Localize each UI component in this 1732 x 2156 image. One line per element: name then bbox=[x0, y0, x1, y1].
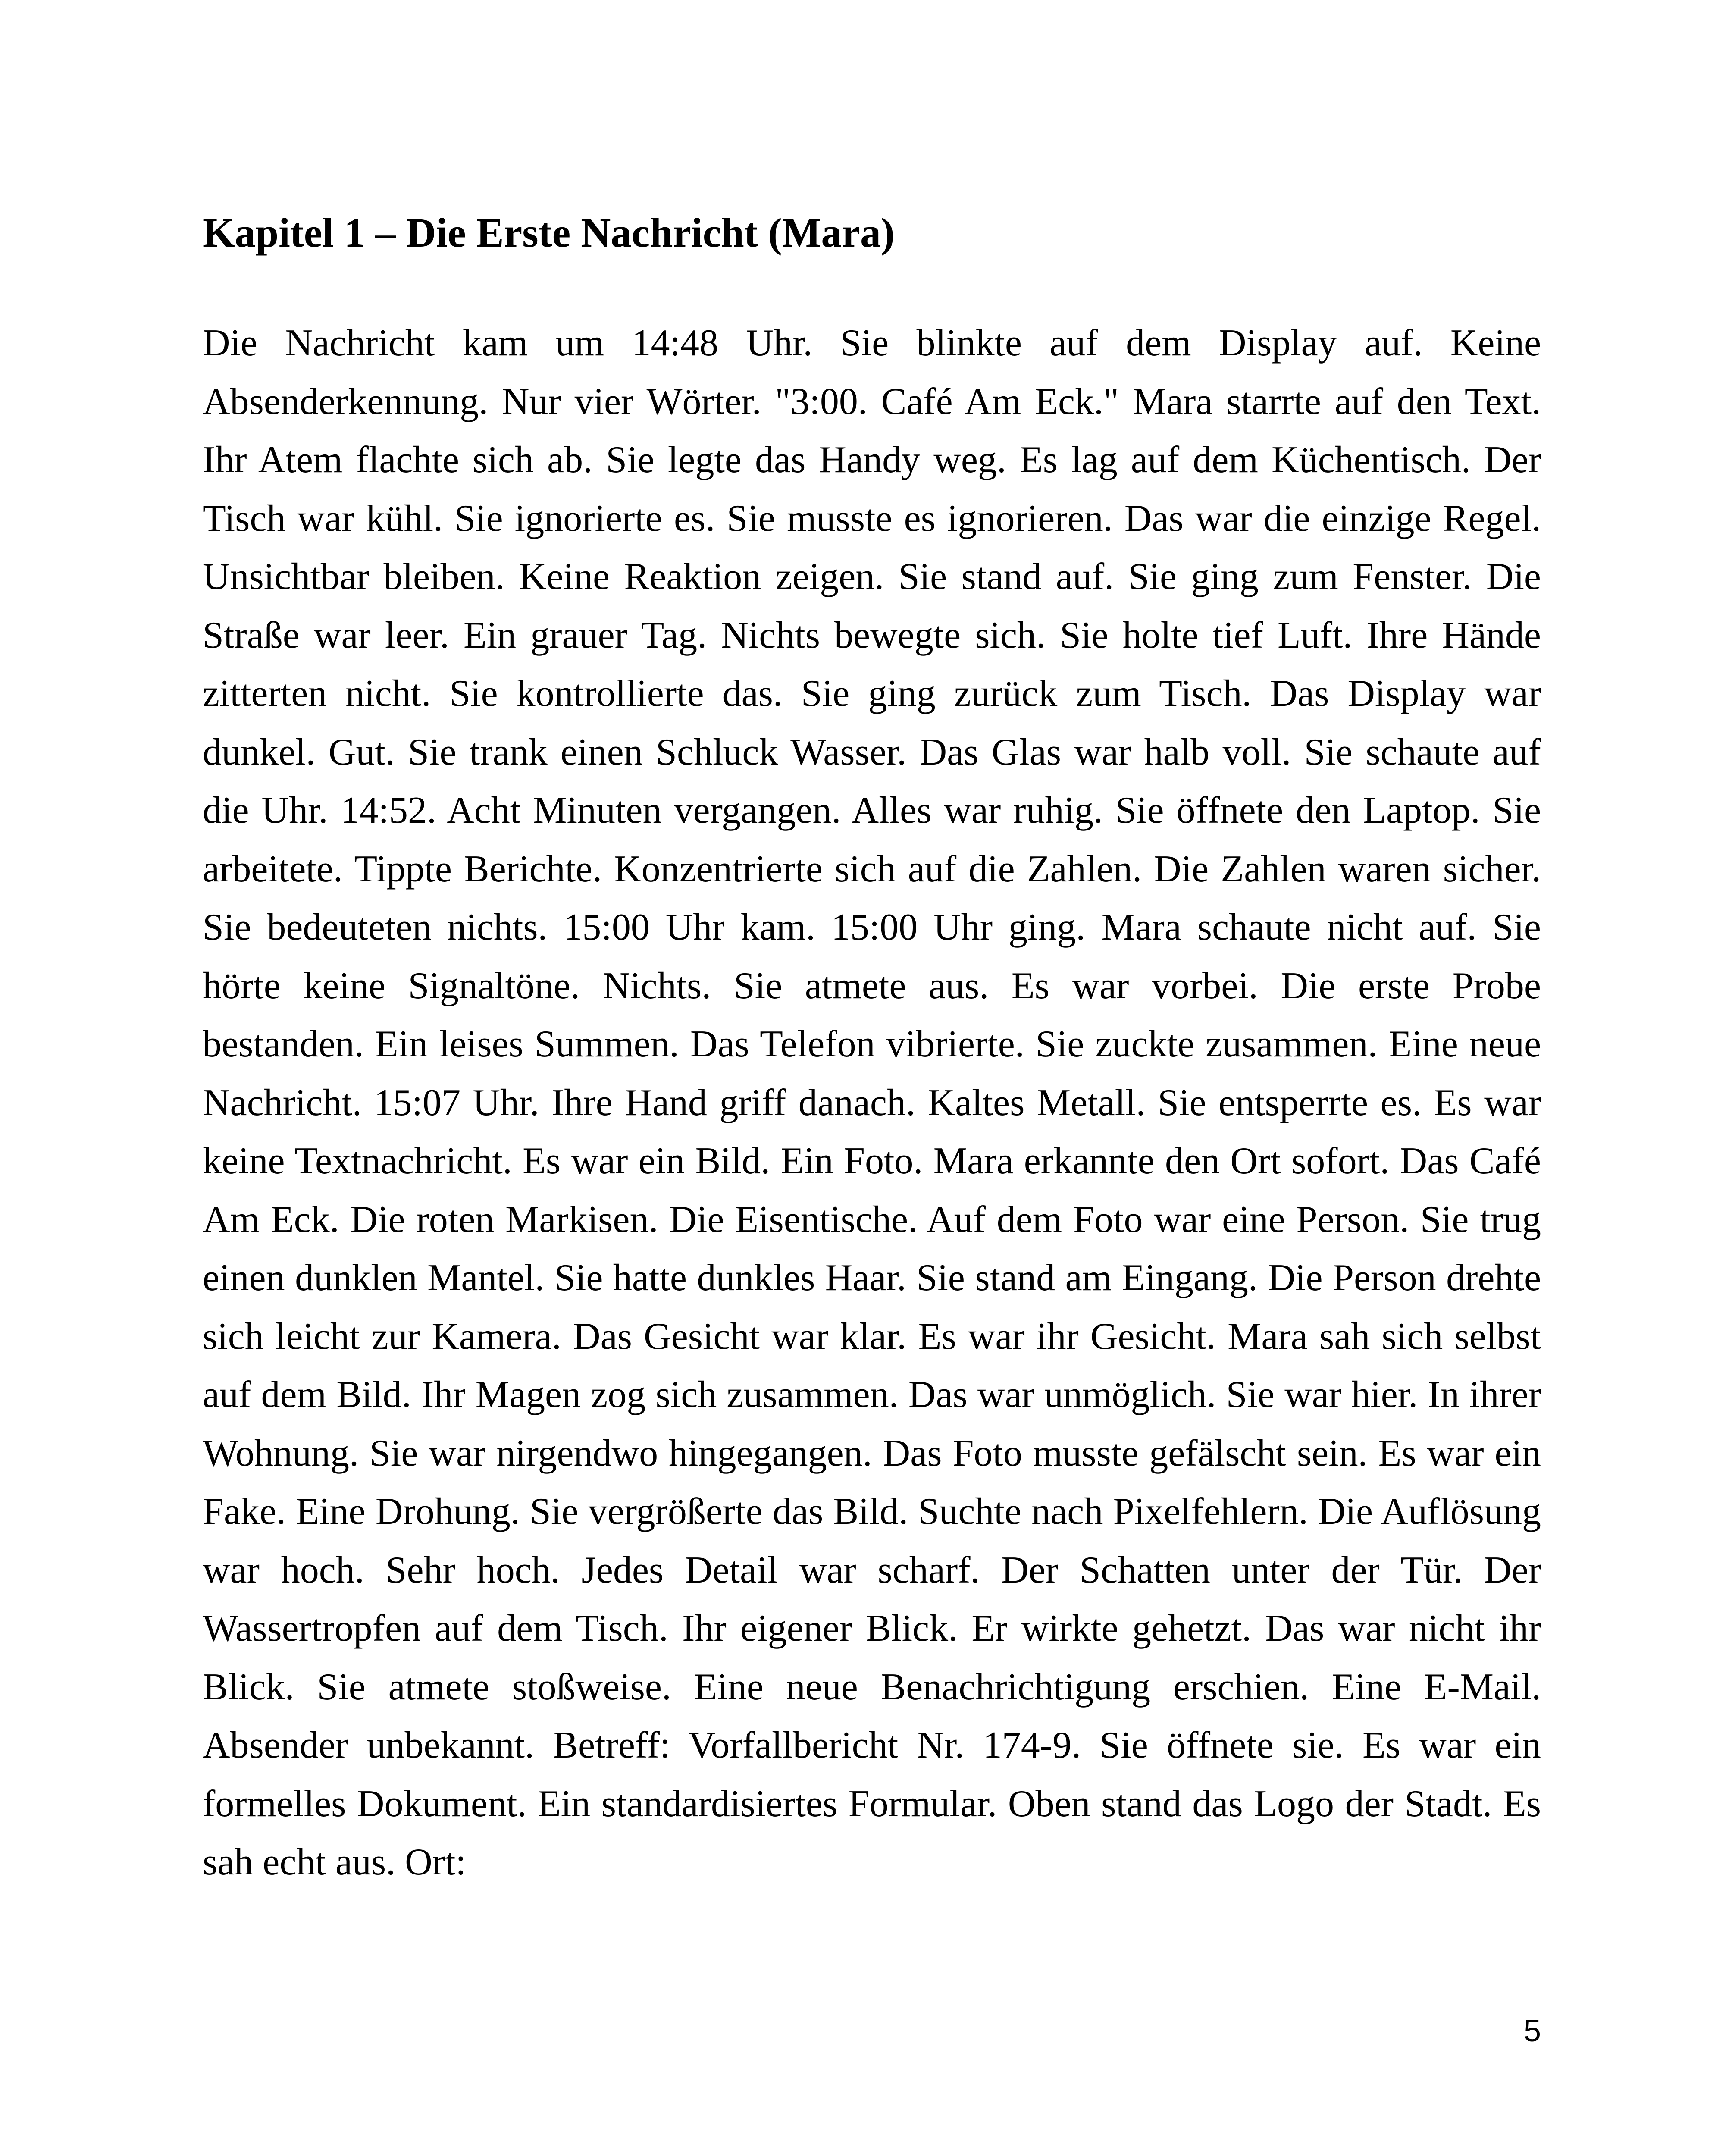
page-number: 5 bbox=[1523, 2014, 1541, 2048]
chapter-title: Kapitel 1 – Die Erste Nachricht (Mara) bbox=[203, 210, 895, 256]
body-paragraph: Die Nachricht kam um 14:48 Uhr. Sie blinkte auf dem Display auf. Keine Absenderkennung. Nur vier Wörter. "3:00. Café Am Eck." Mara starrte auf den Text. Ihr Atem flachte sich ab. Sie legte das Handy weg. Es lag auf dem Küchentisch. Der Tisch war kühl. Sie ignorierte es. Sie musste es ignorieren. Das war die einzige Regel. Unsichtbar bleiben. Keine Reaktion zeigen. Sie stand auf. Sie ging zum Fenster. Die Straße war leer. Ein grauer Tag. Nichts bewegte sich. Sie holte tief Luft. Ihre Hände zitterten nicht. Sie kontrollierte das. Sie ging zurück zum Tisch. Das Display war dunkel. Gut. Sie trank einen Schluck Wasser. Das Glas war halb voll. Sie schaute auf die Uhr. 14:52. Acht Minuten vergangen. Alles war ruhig. Sie öffnete den Laptop. Sie arbeitete. Tippte Berichte. Konzentrierte sich auf die Zahlen. Die Zahlen waren sicher. Sie bedeuteten nichts. 15:00 Uhr kam. 15:00 Uhr ging. Mara schaute nicht auf. Sie hörte keine Signaltöne. Nichts. Sie atmete aus. Es war vorbei. Die erste Probe bestanden. Ein leises Summen. Das Telefon vibrierte. Sie zuckte zusammen. Eine neue Nachricht. 15:07 Uhr. Ihre Hand griff danach. Kaltes Metall. Sie entsperrte es. Es war keine Textnachricht. Es war ein Bild. Ein Foto. Mara erkannte den Ort sofort. Das Café Am Eck. Die roten Markisen. Die Eisentische. Auf dem Foto war eine Person. Sie trug einen dunklen Mantel. Sie hatte dunkles Haar. Sie stand am Eingang. Die Person drehte sich leicht zur Kamera. Das Gesicht war klar. Es war ihr Gesicht. Mara sah sich selbst auf dem Bild. Ihr Magen zog sich zusammen. Das war unmöglich. Sie war hier. In ihrer Wohnung. Sie war nirgendwo hingegangen. Das Foto musste gefälscht sein. Es war ein Fake. Eine Drohung. Sie vergrößerte das Bild. Suchte nach Pixelfehlern. Die Auflösung war hoch. Sehr hoch. Jedes Detail war scharf. Der Schatten unter der Tür. Der Wassertropfen auf dem Tisch. Ihr eigener Blick. Er wirkte gehetzt. Das war nicht ihr Blick. Sie atmete stoßweise. Eine neue Benachrichtigung erschien. Eine E-Mail. Absender unbekannt. Betreff: Vorfallbericht Nr. 174-9. Sie öffnete sie. Es war ein formelles Dokument. Ein standardisiertes Formular. Oben stand das Logo der Stadt. Es sah echt aus. Ort: bbox=[203, 322, 1541, 1883]
